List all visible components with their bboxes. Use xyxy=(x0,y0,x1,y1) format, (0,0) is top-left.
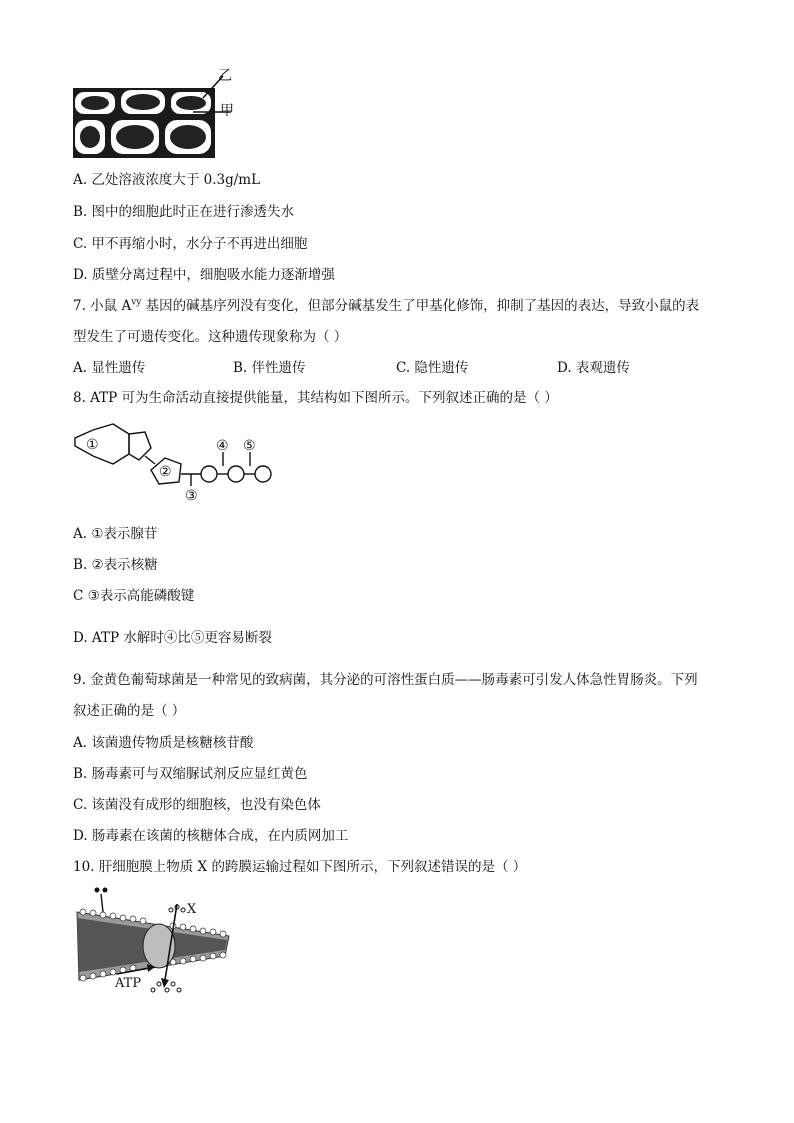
q6-option-b: B. 图中的细胞此时正在进行渗透失水 xyxy=(73,204,295,220)
atp-label-4: ④ xyxy=(216,438,229,454)
cell-plasmolysis-figure xyxy=(73,68,248,160)
label-x: X xyxy=(187,902,197,917)
label-yi: 乙 xyxy=(218,68,232,84)
q7-option-b: B. 伴性遗传 xyxy=(233,360,306,376)
q8-option-a: A. ①表示腺苷 xyxy=(73,526,158,542)
q9-stem-line2: 叙述正确的是（ ） xyxy=(73,703,186,719)
label-jia: 甲 xyxy=(220,103,234,119)
q8-stem: 8. ATP 可为生命活动直接提供能量，其结构如下图所示。下列叙述正确的是（ ） xyxy=(73,390,558,406)
q10-stem: 10. 肝细胞膜上物质 X 的跨膜运输过程如下图所示，下列叙述错误的是（ ） xyxy=(73,859,527,875)
q9-option-a: A. 该菌遗传物质是核糖核苷酸 xyxy=(73,735,254,751)
atp-label-5: ⑤ xyxy=(243,438,256,454)
q7-option-d: D. 表观遗传 xyxy=(557,360,630,376)
atp-label-3: ③ xyxy=(185,488,198,504)
label-atp: ATP xyxy=(115,976,142,991)
q9-option-b: B. 肠毒素可与双缩脲试剂反应显红黄色 xyxy=(73,766,308,782)
q9-stem-line1: 9. 金黄色葡萄球菌是一种常见的致病菌，其分泌的可溶性蛋白质——肠毒素可引发人体急性胃肠炎。下列 xyxy=(73,672,698,688)
q6-option-c: C. 甲不再缩小时，水分子不再进出细胞 xyxy=(73,236,308,252)
q8-option-b: B. ②表示核糖 xyxy=(73,557,158,573)
q7-stem-line1: 7. 小鼠 $A^{vy}$ 基因的碱基序列没有变化，但部分碱基发生了甲基化修饰，抑制了基因的表达，导致小鼠的表 xyxy=(73,297,700,314)
q8-option-c: C ③表示高能磷酸键 xyxy=(73,588,195,604)
q7-stem-line2: 型发生了可遗传变化。这种遗传现象称为（ ） xyxy=(73,329,348,345)
membrane-transport-figure xyxy=(73,884,233,996)
q8-option-d: D. ATP 水解时④比⑤更容易断裂 xyxy=(73,630,272,646)
q6-option-a: A. 乙处溶液浓度大于 0.3g/mL xyxy=(73,172,261,188)
q7-option-a: A. 显性遗传 xyxy=(73,360,146,376)
atp-label-2: ② xyxy=(159,464,172,480)
q7-option-c: C. 隐性遗传 xyxy=(396,360,469,376)
atp-label-1: ① xyxy=(86,437,99,453)
q9-option-c: C. 该菌没有成形的细胞核，也没有染色体 xyxy=(73,797,321,813)
q6-option-d: D. 质壁分离过程中，细胞吸水能力逐渐增强 xyxy=(73,267,335,283)
atp-structure-figure xyxy=(73,422,283,508)
q9-option-d: D. 肠毒素在该菌的核糖体合成，在内质网加工 xyxy=(73,828,349,844)
